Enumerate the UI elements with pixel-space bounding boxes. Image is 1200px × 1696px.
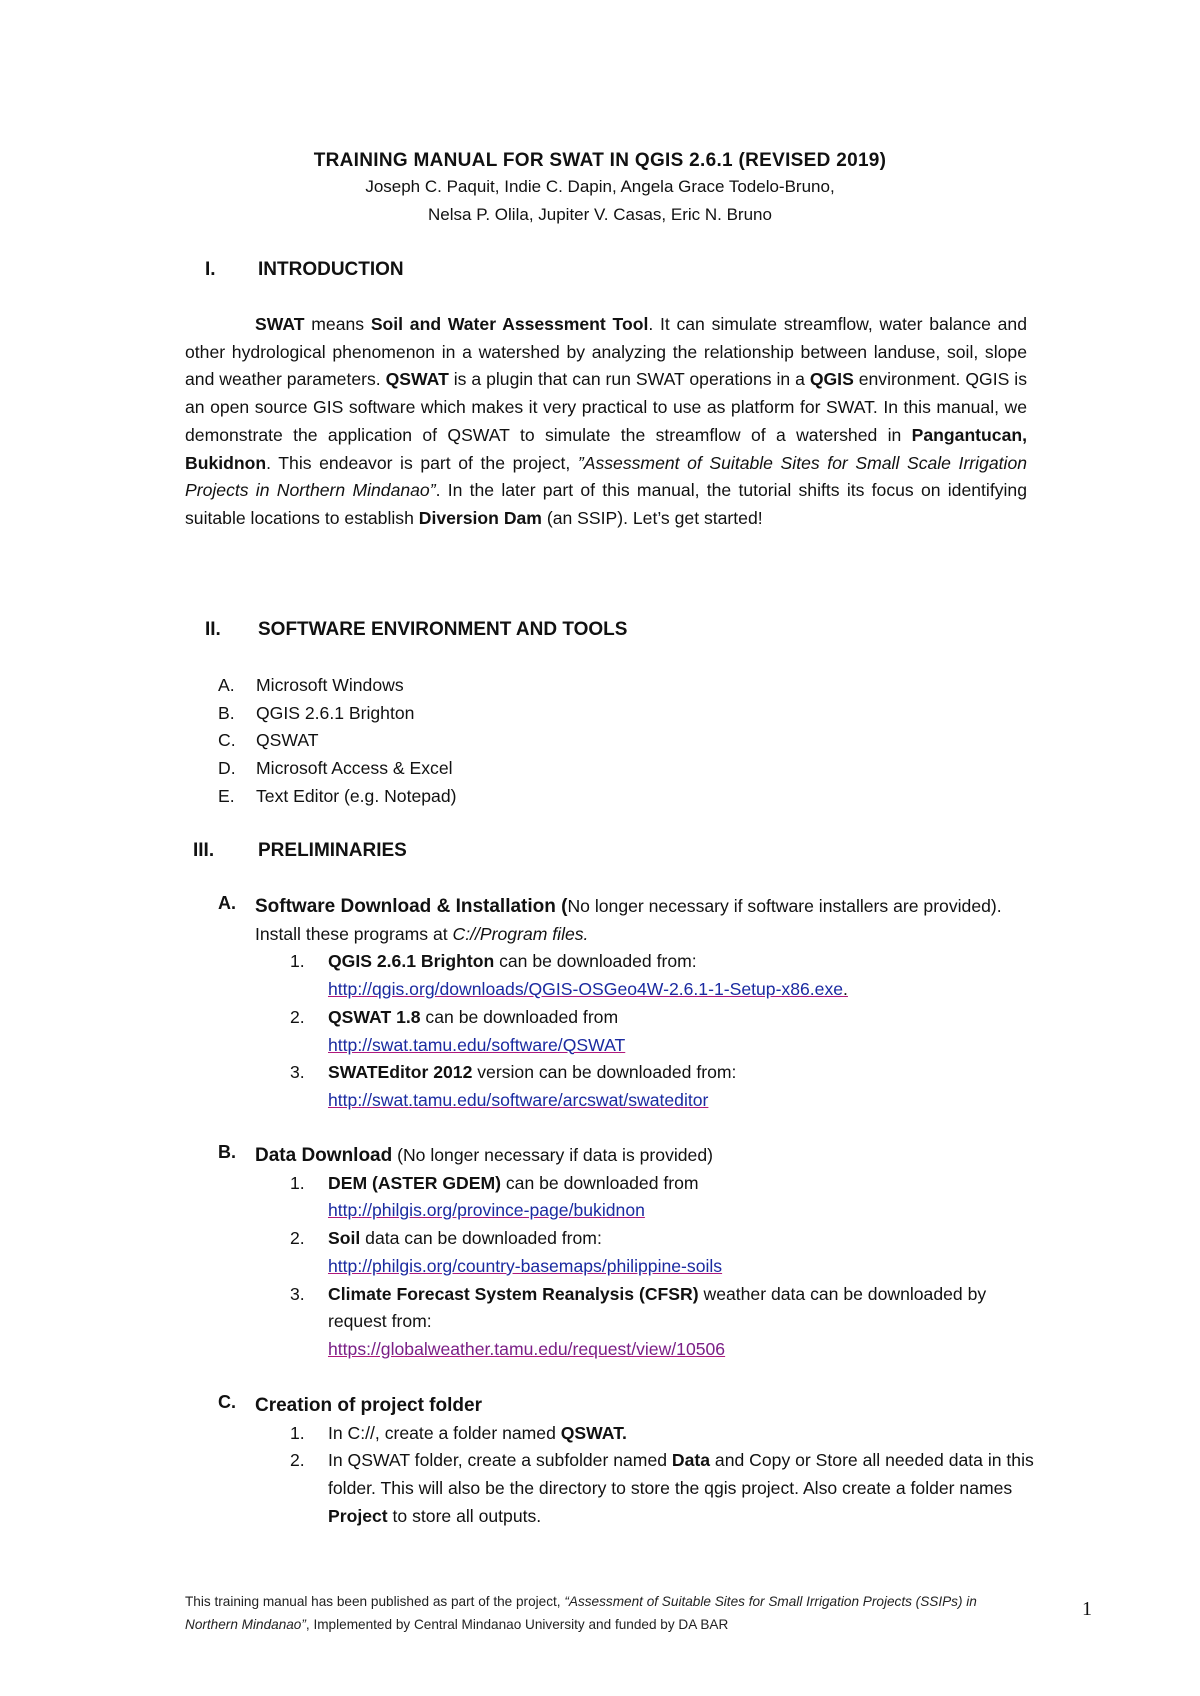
software-download-list	[290, 948, 1035, 1114]
list-item: 2. QSWAT 1.8 can be downloaded from http://swat.tamu.edu/software/QSWAT	[290, 1006, 626, 1055]
list-item: 1. DEM (ASTER GDEM) can be downloaded from http://philgis.org/province-page/bukidnon	[290, 1172, 699, 1221]
dem-download-link[interactable]: http://philgis.org/province-page/bukidnon	[328, 1200, 645, 1221]
swateditor-download-link[interactable]: http://swat.tamu.edu/software/arcswat/swateditor	[328, 1089, 709, 1110]
page-number: 1	[1082, 1598, 1092, 1620]
introduction-paragraph: SWAT means Soil and Water Assessment Tool. It can simulate streamflow, water balance and other hydrological phenomenon in a watershed by analyzing the relationship between landuse, soil, slope and weather parameters. QSWAT is a plugin that can run SWAT operations in a QGIS environment. QGIS is an open source GIS software which makes it very practical to use as platform for SWAT. In this manual, we demonstrate the application of QSWAT to simulate the streamflow of a watershed in Pangantucan, Bukidnon. This endeavor is part of the project, ”Assessment of Suitable Sites for Small Scale Irrigation Projects in Northern Mindanao”. In the later part of this manual, the tutorial shifts its focus on identifying suitable locations to establish Diversion Dam (an SSIP). Let’s get started!	[185, 314, 1028, 528]
subsection-project-folder	[218, 1392, 1035, 1531]
subsection-data-download: B. Data Download (No longer necessary if data is provided) 1. DEM (ASTER GDEM) can be downloaded from http://philgis.org/province-page/bukidnon 2. Soil data can be downloaded from: http://philgis.org/country-basemaps/philippine-soils 3. Climate Forecast System Reanalysis (CFSR) weather data can be downloaded by request from: https://globalweather.tamu.edu/request/view/10506	[218, 1142, 1035, 1364]
install-path: C://Program files.	[452, 923, 589, 944]
list-item: 3. SWATEditor 2012 version can be downloaded from: http://swat.tamu.edu/software/arcswat/swateditor	[290, 1062, 737, 1110]
section-title: INTRODUCTION	[258, 259, 404, 280]
page-footer: This training manual has been published as part of the project, “Assessment of Suitable Sites for Small Irrigation Projects (SSIPs) in Northern Mindanao”, Implemented by Central Mindanao University and funded by DA BAR	[185, 1594, 977, 1632]
list-item: A. Microsoft Windows	[218, 675, 404, 695]
soil-download-link[interactable]: http://philgis.org/country-basemaps/philippine-soils	[328, 1255, 723, 1276]
list-item: E. Text Editor (e.g. Notepad)	[218, 785, 457, 806]
cfsr-download-link[interactable]: https://globalweather.tamu.edu/request/view/10506	[328, 1338, 726, 1359]
tools-list	[218, 672, 456, 811]
qgis-download-link[interactable]: http://qgis.org/downloads/QGIS-OSGeo4W-2.6.1-1-Setup-x86.exe	[328, 979, 844, 1000]
project-folder-list	[290, 1420, 1035, 1531]
subsection-title: Data Download	[255, 1145, 393, 1166]
subsection-letter: C.	[218, 1392, 236, 1412]
project-title: ”Assessment of Suitable Sites for Small Scale Irrigation Projects in Northern Mindanao”	[185, 452, 1028, 501]
list-item: C. QSWAT	[218, 730, 319, 751]
subsection-title: Creation of project folder	[255, 1395, 482, 1416]
authors-line-2: Nelsa P. Olila, Jupiter V. Casas, Eric N. Bruno	[428, 205, 772, 224]
list-item: B. QGIS 2.6.1 Brighton	[218, 702, 415, 723]
term-swat: SWAT	[255, 314, 305, 334]
subsection-letter: B.	[218, 1142, 236, 1162]
list-item: 3. Climate Forecast System Reanalysis (CFSR) weather data can be downloaded by request from: https://globalweather.tamu.edu/request/view/10506	[290, 1283, 987, 1359]
list-item: 2. In QSWAT folder, create a subfolder named Data and Copy or Store all needed data in this folder. This will also be the directory to store the qgis project. Also create a folder names Project to store all outputs.	[290, 1450, 1034, 1526]
document-title: TRAINING MANUAL FOR SWAT IN QGIS 2.6.1 (REVISED 2019)	[313, 150, 887, 171]
list-item: 2. Soil data can be downloaded from: http://philgis.org/country-basemaps/philippine-soils	[290, 1228, 723, 1276]
section-number: III.	[193, 840, 215, 861]
subsection-letter: A.	[218, 893, 236, 913]
list-item: D. Microsoft Access & Excel	[218, 758, 453, 779]
section-number: II.	[205, 619, 221, 640]
data-download-list	[290, 1170, 1035, 1364]
term-qgis: QGIS	[809, 369, 854, 390]
term-soil-water-assessment-tool: Soil and Water Assessment Tool	[370, 314, 649, 334]
subsection-title: Software Download & Installation (	[255, 896, 568, 917]
authors-line-1: Joseph C. Paquit, Indie C. Dapin, Angela Grace Todelo-Bruno,	[365, 177, 835, 196]
list-item: 1. QGIS 2.6.1 Brighton can be downloaded from: http://qgis.org/downloads/QGIS-OSGeo4W-2.6.1-1-Setup-x86.exe.	[290, 951, 848, 1000]
subsection-software-download: A. Software Download & Installation (No longer necessary if software installers are provided). Install these programs at C://Program files. 1. QGIS 2.6.1 Brighton can be downloaded from: http://qgis.org/downloads/QGIS-OSGeo4W-2.6.1-1-Setup-x86.exe. 2. QSWAT 1.8 can be downloaded from http://swat.tamu.edu/software/QSWAT 3. SWATEditor 2012 version can be downloaded from: http://swat.tamu.edu/software/arcswat/swateditor	[218, 893, 1035, 1115]
term-qswat: QSWAT	[385, 369, 449, 390]
term-location: Pangantucan, Bukidnon	[185, 424, 1027, 473]
qswat-download-link[interactable]: http://swat.tamu.edu/software/QSWAT	[328, 1034, 626, 1055]
section-number: I.	[205, 259, 216, 280]
list-item: 1. In C://, create a folder named QSWAT.	[290, 1422, 627, 1443]
section-title: SOFTWARE ENVIRONMENT AND TOOLS	[258, 619, 628, 640]
term-diversion-dam: Diversion Dam	[418, 507, 542, 528]
section-title: PRELIMINARIES	[258, 840, 407, 861]
